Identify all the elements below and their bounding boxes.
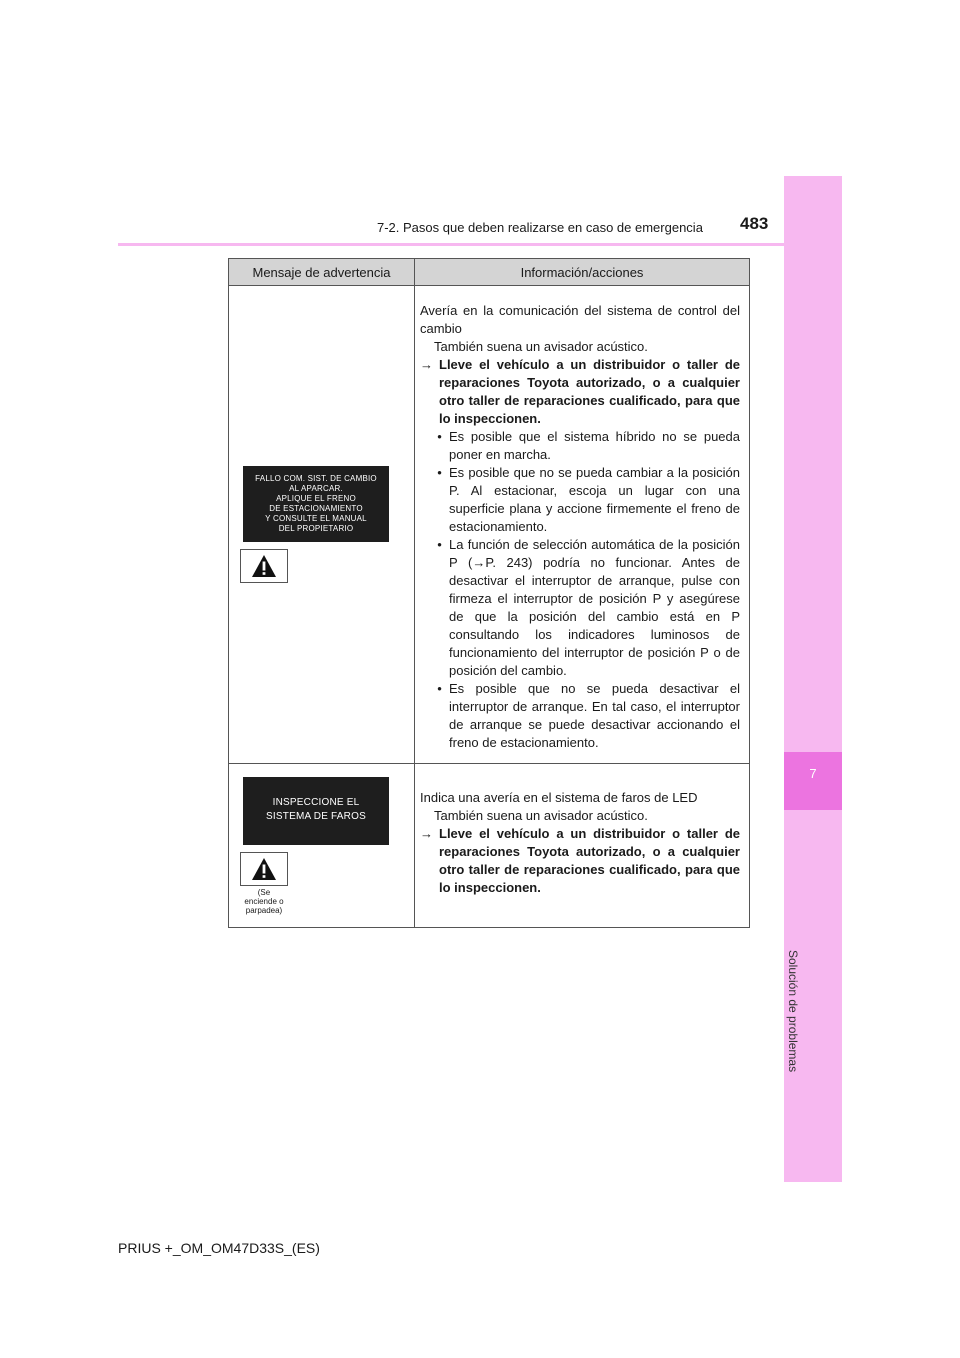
- lamp-note-line: enciende o: [244, 896, 284, 906]
- message-line: INSPECCIONE EL: [272, 796, 360, 808]
- bullet-text: Es posible que no se pueda desactivar el interruptor de arranque. En tal caso, el interruptor de arranque se puede desactivar accionando el freno de estacionamiento.: [449, 680, 740, 750]
- info-actions-cell: [415, 764, 750, 928]
- section-title: 7-2. Pasos que deben realizarse en caso de emergencia: [377, 220, 703, 235]
- display-message-box: [243, 777, 389, 845]
- warning-triangle-icon: [251, 857, 277, 881]
- lamp-note-line: parpadea): [245, 905, 283, 915]
- message-line: AL APARCAR.: [289, 484, 343, 493]
- message-line: APLIQUE EL FRENO: [276, 494, 356, 503]
- table-row: [229, 286, 750, 764]
- header-divider: [118, 243, 842, 246]
- warning-lamp: [240, 549, 288, 583]
- action-text: Lleve el vehículo a un distribuidor o taller de reparaciones Toyota autorizado, o a cualquier otro taller de reparaciones cualificado, para que lo inspeccionen.: [439, 356, 740, 426]
- list-item: [420, 680, 740, 752]
- info-actions-cell: [415, 286, 750, 764]
- arrow-icon: →: [420, 356, 433, 372]
- list-item: [420, 536, 740, 680]
- bullet-icon: •: [437, 464, 442, 480]
- bullet-icon: •: [437, 428, 442, 444]
- manual-code: PRIUS +_OM_OM47D33S_(ES): [118, 1240, 320, 1256]
- column-header-info: Información/acciones: [415, 259, 750, 286]
- page-number: 483: [740, 214, 769, 233]
- lamp-note: [240, 888, 288, 915]
- arrow-icon: →: [420, 825, 433, 841]
- chapter-label: Solución de problemas: [786, 950, 800, 1073]
- bullet-text: Es posible que el sistema híbrido no se pueda poner en marcha.: [449, 428, 740, 462]
- lamp-note-line: (Se: [257, 887, 271, 897]
- action-text: Lleve el vehículo a un distribuidor o taller de reparaciones Toyota autorizado, o a cualquier otro taller de reparaciones cualificado, para que lo inspeccionen.: [439, 825, 740, 895]
- buzzer-note: También suena un avisador acústico.: [434, 807, 648, 823]
- bullet-text: La función de selección automática de la posición P (→P. 243) podría no funcionar. Antes de desactivar el interruptor de arranque, pulse con firmeza el interruptor de posición P y asegúrese de que la posición del cambio está en P consultando los indicadores luminosos de funcionamiento del interruptor de posición P o de posición del cambio.: [449, 536, 740, 678]
- bullet-icon: •: [437, 680, 442, 696]
- list-item: [420, 464, 740, 536]
- chapter-number: 7: [809, 766, 817, 781]
- display-message-box: [243, 466, 389, 542]
- message-line: SISTEMA DE FAROS: [266, 810, 366, 822]
- message-line: DE ESTACIONAMIENTO: [269, 504, 363, 513]
- bullet-icon: •: [437, 536, 442, 552]
- message-line: FALLO COM. SIST. DE CAMBIO: [255, 474, 377, 483]
- list-item: [420, 428, 740, 464]
- warning-message-cell: [229, 764, 415, 928]
- warning-message-cell: [229, 286, 415, 764]
- chapter-tab: [784, 752, 842, 810]
- bullet-text: Es posible que no se pueda cambiar a la posición P. Al estacionar, escoja un lugar con una superficie plana y accione firmemente el freno de estacionamiento.: [449, 464, 740, 534]
- table-row: [229, 764, 750, 928]
- message-line: DEL PROPIETARIO: [278, 524, 354, 533]
- warning-table: [228, 258, 750, 928]
- warning-lamp: [240, 852, 288, 886]
- warning-triangle-icon: [251, 554, 277, 578]
- table-header-row: [229, 259, 750, 286]
- fault-description: Indica una avería en el sistema de faros de LED: [420, 789, 698, 805]
- buzzer-note: También suena un avisador acústico.: [434, 338, 648, 354]
- column-header-message: Mensaje de advertencia: [229, 259, 415, 286]
- action-instruction: [420, 825, 740, 897]
- message-line: Y CONSULTE EL MANUAL: [265, 514, 367, 523]
- fault-description: Avería en la comunicación del sistema de control del cambio: [420, 302, 740, 336]
- action-instruction: [420, 356, 740, 428]
